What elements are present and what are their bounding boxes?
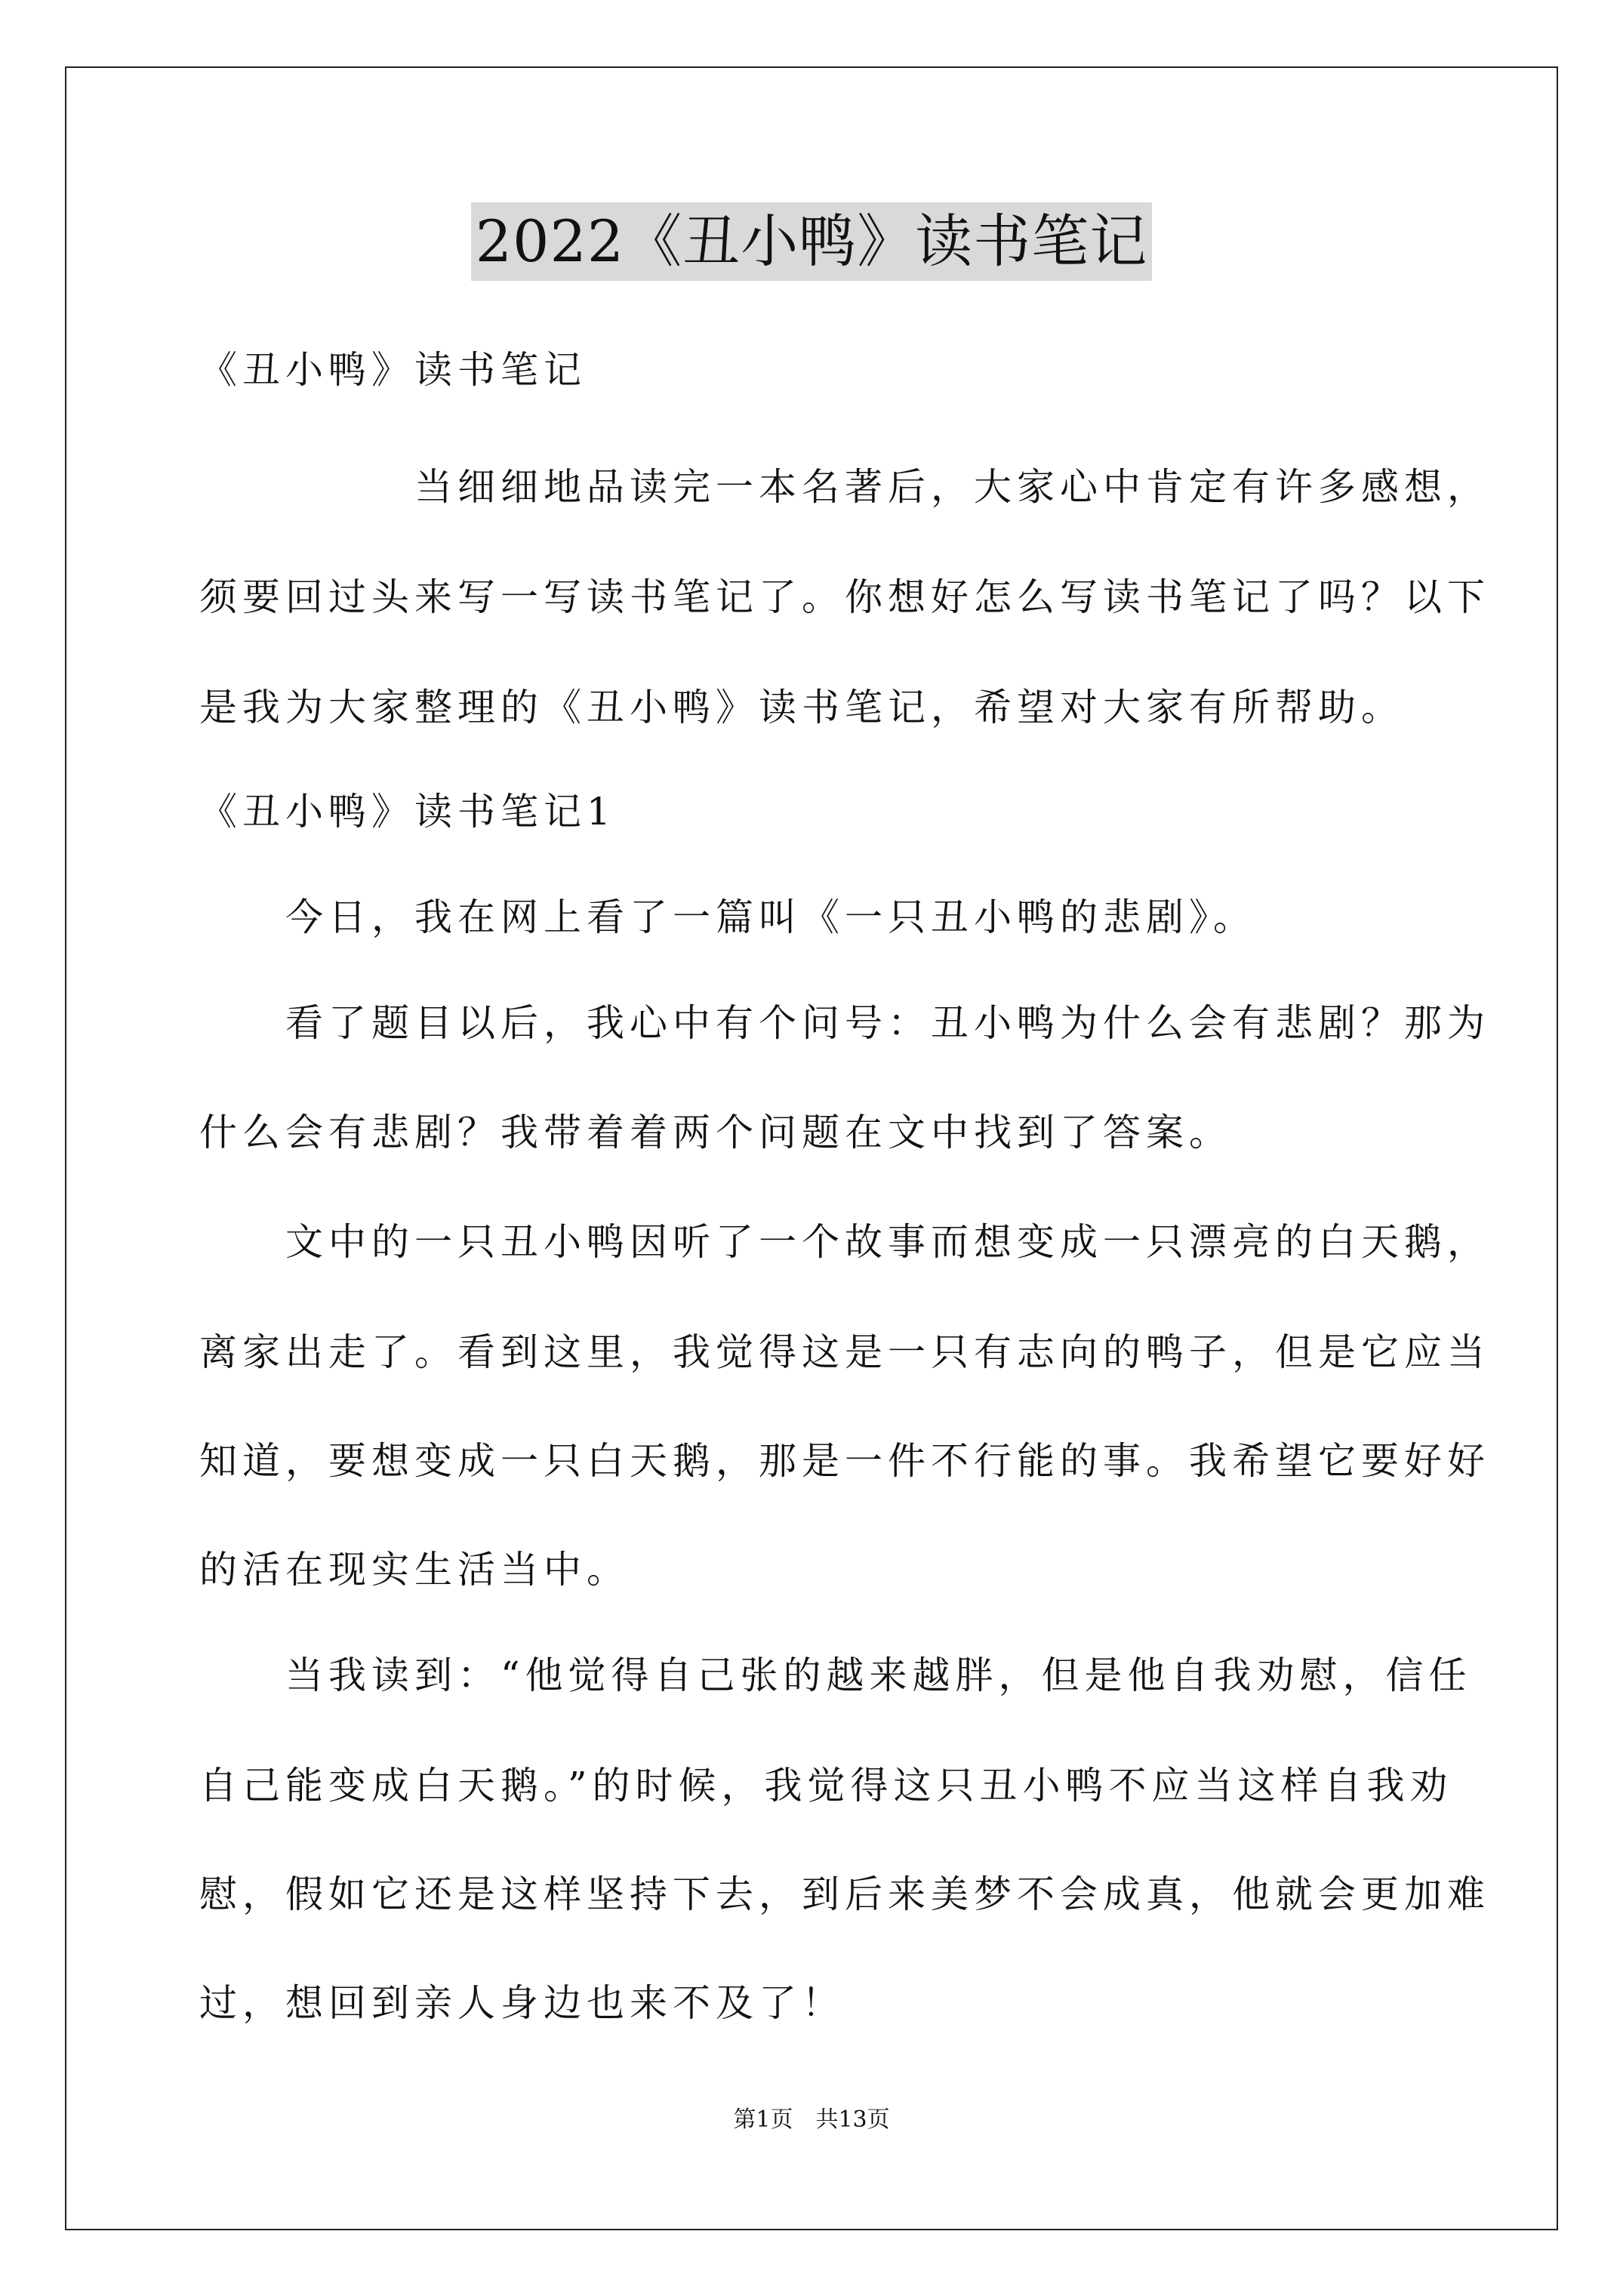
paragraph-line: 慰，假如它还是这样坚持下去，到后来美梦不会成真，他就会更加难 [199,1872,1490,1916]
paragraph-line: 当细细地品读完一本名著后，大家心中肯定有许多感想， [199,465,1490,509]
paragraph-line: 知道，要想变成一只白天鹅，那是一件不行能的事。我希望它要好好 [199,1439,1490,1483]
paragraph-line: 过，想回到亲人身边也来不及了！ [199,1981,845,2025]
subtitle-line: 《丑小鸭》读书笔记 [199,348,587,392]
paragraph-line: 离家出走了。看到这里，我觉得这是一只有志向的鸭子，但是它应当 [199,1330,1490,1374]
paragraph-line: 什么会有悲剧？我带着着两个问题在文中找到了答案。 [199,1111,1232,1154]
paragraph-line: 当我读到：“他觉得自己张的越来越胖，但是他自我劝慰，信任 [199,1653,1472,1697]
section-heading: 《丑小鸭》读书笔记1 [199,790,616,834]
paragraph-line: 看了题目以后，我心中有个问号：丑小鸭为什么会有悲剧？那为 [199,1001,1490,1045]
document-title: 2022《丑小鸭》读书笔记 [471,202,1152,281]
paragraph-line: 文中的一只丑小鸭因听了一个故事而想变成一只漂亮的白天鹅， [199,1220,1490,1264]
paragraph-line: 今日，我在网上看了一篇叫《一只丑小鸭的悲剧》。 [199,895,1256,939]
title-container [0,202,1623,281]
paragraph-line: 须要回过头来写一写读书笔记了。你想好怎么写读书笔记了吗？以下 [199,575,1490,619]
paragraph-line: 自己能变成白天鹅。”的时候，我觉得这只丑小鸭不应当这样自我劝 [199,1764,1453,1808]
paragraph-line: 是我为大家整理的《丑小鸭》读书笔记，希望对大家有所帮助。 [199,686,1404,729]
paragraph-line: 的活在现实生活当中。 [199,1548,630,1592]
page-number-footer: 第1页 共13页 [733,2106,890,2133]
